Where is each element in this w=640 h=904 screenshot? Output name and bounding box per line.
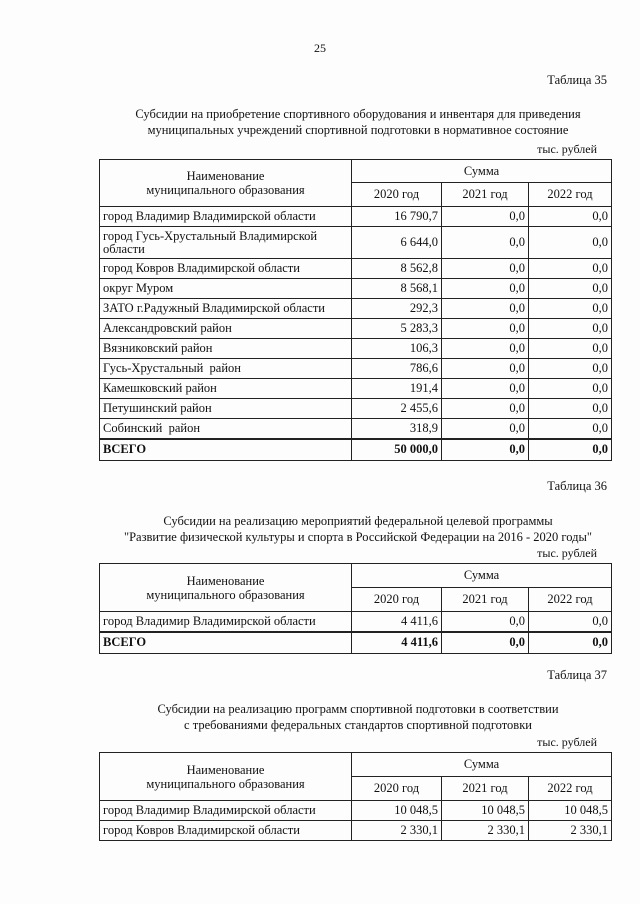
cell-2022: 0,0 xyxy=(529,612,612,632)
table-row xyxy=(100,821,612,841)
cell-2022: 0,0 xyxy=(529,319,612,339)
table-row xyxy=(100,207,612,227)
total-2021: 0,0 xyxy=(442,632,529,654)
cell-2020: 16 790,7 xyxy=(352,207,442,227)
header-year-2021: 2021 год xyxy=(442,777,529,801)
cell-2020: 106,3 xyxy=(352,339,442,359)
table-row xyxy=(100,259,612,279)
table-row xyxy=(100,279,612,299)
header-year-2022: 2022 год xyxy=(529,777,612,801)
cell-2020: 6 644,0 xyxy=(352,227,442,259)
header-year-2022: 2022 год xyxy=(529,588,612,612)
cell-2021: 0,0 xyxy=(442,207,529,227)
table-row xyxy=(100,419,612,439)
cell-2021: 0,0 xyxy=(442,339,529,359)
header-name xyxy=(100,160,352,207)
table-36-units: тыс. рублей xyxy=(537,546,597,560)
table-35-title xyxy=(0,106,640,138)
table-row xyxy=(100,339,612,359)
cell-2021: 0,0 xyxy=(442,612,529,632)
cell-2020: 191,4 xyxy=(352,379,442,399)
row-name: город Ковров Владимирской области xyxy=(100,259,352,279)
header-sum: Сумма xyxy=(352,160,612,183)
header-year-2021: 2021 год xyxy=(442,183,529,207)
cell-2022: 0,0 xyxy=(529,299,612,319)
table-36-title-line-1: Субсидии на реализацию мероприятий федеральной целевой программы xyxy=(163,514,553,528)
cell-2022: 0,0 xyxy=(529,207,612,227)
total-label: ВСЕГО xyxy=(100,632,352,654)
row-name: город Ковров Владимирской области xyxy=(100,821,352,841)
table-35-units: тыс. рублей xyxy=(537,142,597,156)
cell-2020: 292,3 xyxy=(352,299,442,319)
table-row xyxy=(100,612,612,632)
cell-2022: 0,0 xyxy=(529,379,612,399)
total-2022: 0,0 xyxy=(529,439,612,461)
table-37-label: Таблица 37 xyxy=(547,668,607,682)
total-2021: 0,0 xyxy=(442,439,529,461)
cell-2020: 4 411,6 xyxy=(352,612,442,632)
row-name: ЗАТО г.Радужный Владимирской области xyxy=(100,299,352,319)
row-name: округ Муром xyxy=(100,279,352,299)
table-row xyxy=(100,319,612,339)
cell-2020: 10 048,5 xyxy=(352,801,442,821)
header-name-line-1: Наименование xyxy=(186,169,265,183)
cell-2022: 0,0 xyxy=(529,279,612,299)
cell-2021: 0,0 xyxy=(442,259,529,279)
cell-2022: 0,0 xyxy=(529,419,612,439)
header-sum: Сумма xyxy=(352,753,612,777)
table-37 xyxy=(99,752,612,841)
row-name: город Владимир Владимирской области xyxy=(100,207,352,227)
cell-2022: 0,0 xyxy=(529,399,612,419)
table-35-title-line-2: муниципальных учреждений спортивной подготовки в нормативное состояние xyxy=(147,123,569,137)
table-36-label: Таблица 36 xyxy=(547,479,607,493)
header-name-line-2: муниципального образования xyxy=(146,776,305,791)
header-name-line-1: Наименование xyxy=(186,762,265,777)
table-35 xyxy=(99,159,612,461)
table-row xyxy=(100,379,612,399)
cell-2021: 0,0 xyxy=(442,399,529,419)
header-name-line-2: муниципального образования xyxy=(146,587,305,602)
table-37-title xyxy=(0,701,640,733)
header-year-2022: 2022 год xyxy=(529,183,612,207)
cell-2022: 0,0 xyxy=(529,359,612,379)
cell-2021: 0,0 xyxy=(442,359,529,379)
total-row xyxy=(100,439,612,461)
row-name: город Владимир Владимирской области xyxy=(100,612,352,632)
total-2022: 0,0 xyxy=(529,632,612,654)
row-name: Петушинский район xyxy=(100,399,352,419)
table-35-title-line-1: Субсидии на приобретение спортивного оборудования и инвентаря для приведения xyxy=(135,107,581,121)
table-36-title-line-2: "Развитие физической культуры и спорта в Российской Федерации на 2016 - 2020 годы" xyxy=(123,530,592,544)
table-37-title-line-1: Субсидии на реализацию программ спортивной подготовки в соответствии xyxy=(157,702,559,716)
table-row xyxy=(100,359,612,379)
cell-2022: 10 048,5 xyxy=(529,801,612,821)
table-35-label: Таблица 35 xyxy=(547,73,607,87)
cell-2020: 318,9 xyxy=(352,419,442,439)
cell-2022: 2 330,1 xyxy=(529,821,612,841)
cell-2020: 8 562,8 xyxy=(352,259,442,279)
total-row xyxy=(100,632,612,654)
cell-2021: 10 048,5 xyxy=(442,801,529,821)
row-name: город Гусь-Хрустальный Владимирской области xyxy=(100,227,352,259)
header-year-2021: 2021 год xyxy=(442,588,529,612)
header-year-2020: 2020 год xyxy=(352,777,442,801)
cell-2020: 5 283,3 xyxy=(352,319,442,339)
row-name: город Владимир Владимирской области xyxy=(100,801,352,821)
cell-2021: 0,0 xyxy=(442,379,529,399)
header-year-2020: 2020 год xyxy=(352,183,442,207)
table-36-title xyxy=(0,513,640,545)
cell-2020: 786,6 xyxy=(352,359,442,379)
cell-2021: 0,0 xyxy=(442,319,529,339)
cell-2021: 0,0 xyxy=(442,279,529,299)
page-number: 25 xyxy=(314,41,326,55)
table-row xyxy=(100,227,612,259)
row-name: Камешковский район xyxy=(100,379,352,399)
header-name-line-2: муниципального образования xyxy=(146,183,305,197)
row-name: Александровский район xyxy=(100,319,352,339)
header-sum: Сумма xyxy=(352,564,612,588)
table-row xyxy=(100,299,612,319)
table-row xyxy=(100,399,612,419)
table-row xyxy=(100,801,612,821)
cell-2020: 2 330,1 xyxy=(352,821,442,841)
cell-2020: 8 568,1 xyxy=(352,279,442,299)
row-name: Гусь-Хрустальный район xyxy=(100,359,352,379)
cell-2022: 0,0 xyxy=(529,227,612,259)
table-37-units: тыс. рублей xyxy=(537,735,597,749)
total-label: ВСЕГО xyxy=(100,439,352,461)
cell-2021: 0,0 xyxy=(442,419,529,439)
table-36 xyxy=(99,563,612,654)
cell-2020: 2 455,6 xyxy=(352,399,442,419)
header-name xyxy=(100,753,352,801)
total-2020: 50 000,0 xyxy=(352,439,442,461)
row-name: Вязниковский район xyxy=(100,339,352,359)
cell-2021: 2 330,1 xyxy=(442,821,529,841)
cell-2022: 0,0 xyxy=(529,339,612,359)
cell-2022: 0,0 xyxy=(529,259,612,279)
header-name-line-1: Наименование xyxy=(186,573,265,588)
cell-2021: 0,0 xyxy=(442,227,529,259)
table-37-title-line-2: с требованиями федеральных стандартов спортивной подготовки xyxy=(184,718,532,732)
cell-2021: 0,0 xyxy=(442,299,529,319)
header-name xyxy=(100,564,352,612)
total-2020: 4 411,6 xyxy=(352,632,442,654)
header-year-2020: 2020 год xyxy=(352,588,442,612)
row-name: Собинский район xyxy=(100,419,352,439)
